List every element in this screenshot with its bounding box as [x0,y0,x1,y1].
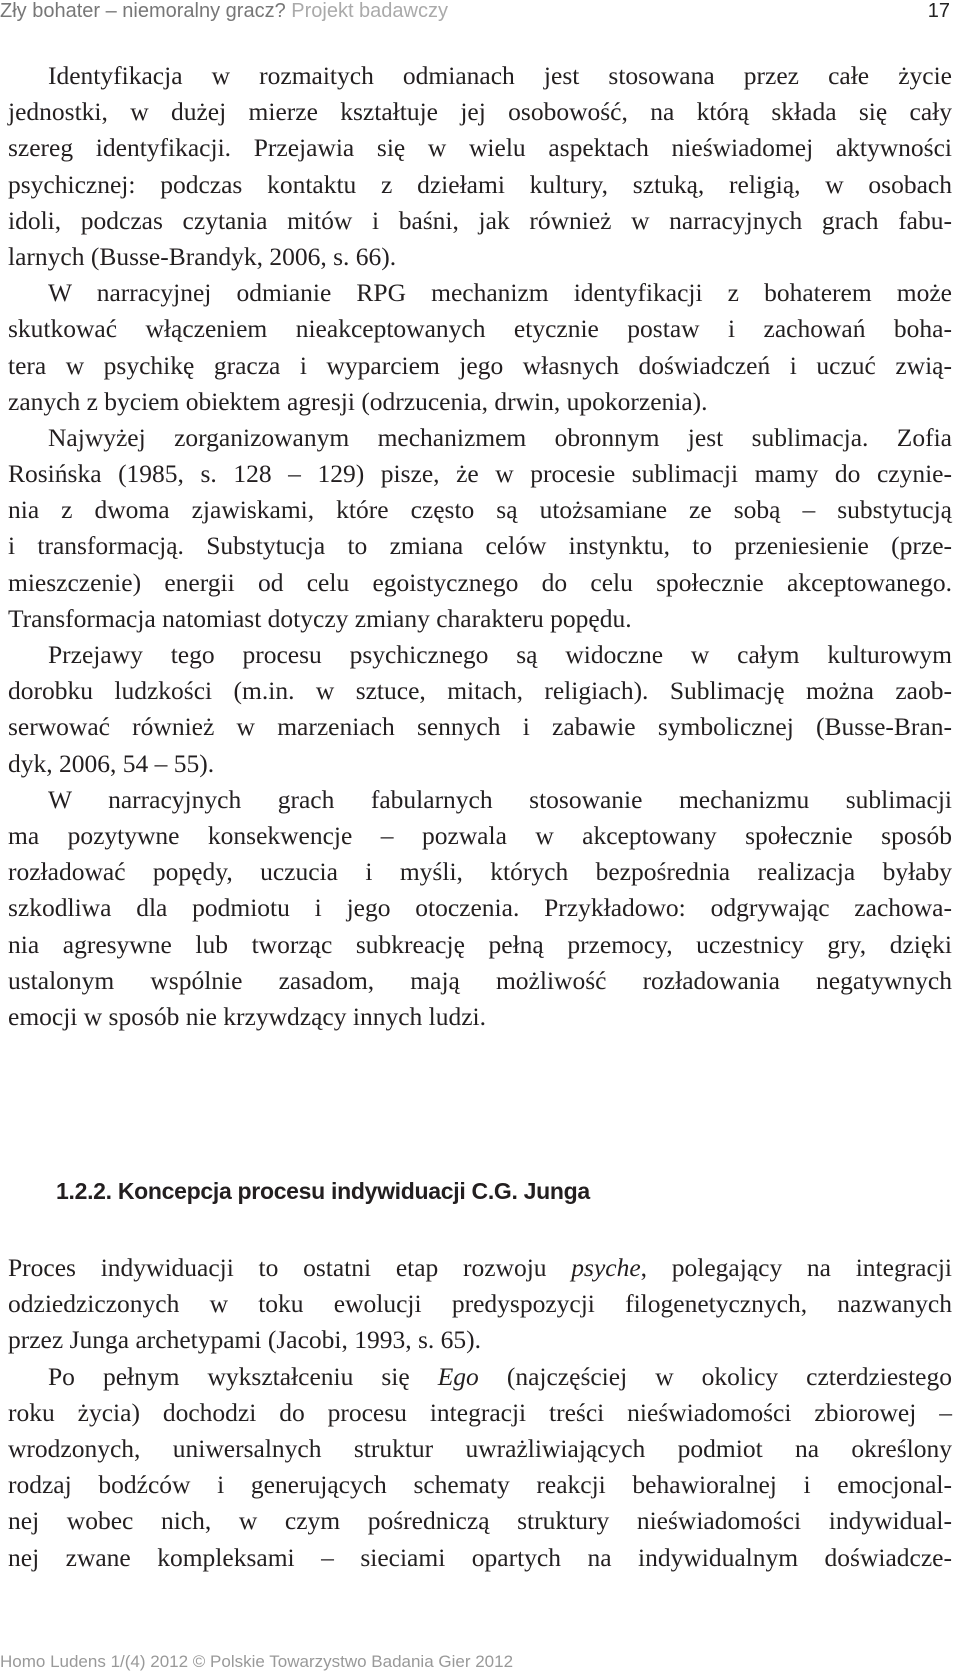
page-number: 17 [927,0,950,22]
section-heading: 1.2.2. Koncepcja procesu indywiduacji C.G. Junga [56,1178,590,1204]
text-line: idoli, podczas czytania mitów i baśni, jak również w narracyjnych grach fabu- [8,205,952,235]
text-line: W narracyjnej odmianie RPG mechanizm identyfikacji z bohaterem może [48,278,952,308]
text-line: nej wobec nich, w czym pośredniczą struktury nieświadomości indywidual- [8,1506,952,1536]
text-line: Najwyżej zorganizowanym mechanizmem obronnym jest sublimacja. Zofia [48,422,952,452]
running-title [0,0,448,23]
text-line: skutkować włączeniem nieakceptowanych etycznie postaw i zachowań boha- [8,314,952,344]
text-line: psychicznej: podczas kontaktu z dziełami kultury, sztuką, religią, w osobach [8,169,952,199]
text-line: szkodliwa dla podmiotu i jego otoczenia. Przykładowo: odgrywając zachowa- [8,893,952,923]
text-line: wrodzonych, uniwersalnych struktur uwrażliwiających podmiot na określony [8,1433,952,1463]
page-footer: Homo Ludens 1/(4) 2012 © Polskie Towarzystwo Badania Gier 2012 [0,1652,514,1671]
text-line: zanych z byciem obiektem agresji (odrzucenia, drwin, upokorzenia). [8,386,708,416]
text-line: Proces indywiduacji to ostatni etap rozwoju psyche, polegający na integracji [8,1253,952,1282]
text-line: dorobku ludzkości (m.in. w sztuce, mitach, religiach). Sublimację można zaob- [8,676,952,706]
text-line: Przejawy tego procesu psychicznego są widoczne w całym kulturowym [48,640,952,669]
text-line: dyk, 2006, 54 – 55). [8,748,215,778]
running-header [0,0,950,28]
text-line: Transformacja natomiast dotyczy zmiany charakteru popędu. [8,603,632,633]
text-line: serwować również w marzeniach sennych i zabawie symbolicznej (Busse-Bran- [8,712,952,742]
text-line: mieszczenie) energii od celu egoistycznego do celu społecznie akceptowanego. [8,567,952,597]
text-line: odziedziczonych w toku ewolucji predyspozycji filogenetycznych, nazwanych [8,1289,952,1319]
text-line: rozładować popędy, uczucia i myśli, których bezpośrednia realizacja byłaby [8,857,952,887]
text-line: Rosińska (1985, s. 128 – 129) pisze, że w procesie sublimacji mamy do czynie- [8,459,952,489]
text-line: Po pełnym wykształceniu się Ego (najczęściej w okolicy czterdziestego [48,1361,952,1391]
text-line: larnych (Busse-Brandyk, 2006, s. 66). [8,241,397,271]
text-line: ma pozytywne konsekwencje – pozwala w akceptowany społecznie sposób [8,820,952,850]
text-line: Identyfikacja w rozmaitych odmianach jest stosowana przez całe życie [48,61,952,90]
text-line: tera w psychikę gracza i wyparciem jego własnych doświadczeń i uczuć zwią- [8,350,952,380]
text-line: nia agresywne lub tworząc subkreację pełną przemocy, uczestnicy gry, dzięki [8,929,952,959]
text-line: emocji w sposób nie krzywdzący innych ludzi. [8,1001,487,1031]
text-line: roku życia) dochodzi do procesu integracji treści nieświadomości zbiorowej – [8,1397,952,1427]
body-text-section-2 [8,1250,952,1576]
running-title-part1: Zły bohater – niemoralny gracz? [0,0,292,22]
text-line: jednostki, w dużej mierze kształtuje jej osobowość, na którą składa się cały [8,97,952,127]
running-title-part2: Projekt badawczy [291,0,448,22]
text-line: i transformacją. Substytucja to zmiana celów instynktu, to przeniesienie (prze- [8,531,952,561]
text-line: rodzaj bodźców i generujących schematy reakcji behawioralnej i emocjonal- [8,1470,952,1500]
text-line: W narracyjnych grach fabularnych stosowanie mechanizmu sublimacji [48,784,952,814]
body-text-section-1 [8,58,952,1035]
text-line: nia z dwoma zjawiskami, które często są utożsamiane ze sobą – substytucją [8,495,952,525]
text-line: nej zwane kompleksami – sieciami opartych na indywidualnym doświadcze- [8,1542,952,1572]
text-line: przez Junga archetypami (Jacobi, 1993, s. 65). [8,1325,482,1355]
text-line: szereg identyfikacji. Przejawia się w wielu aspektach nieświadomej aktywności [8,133,952,163]
text-line: ustalonym wspólnie zasadom, mają możliwość rozładowania negatywnych [8,965,952,995]
